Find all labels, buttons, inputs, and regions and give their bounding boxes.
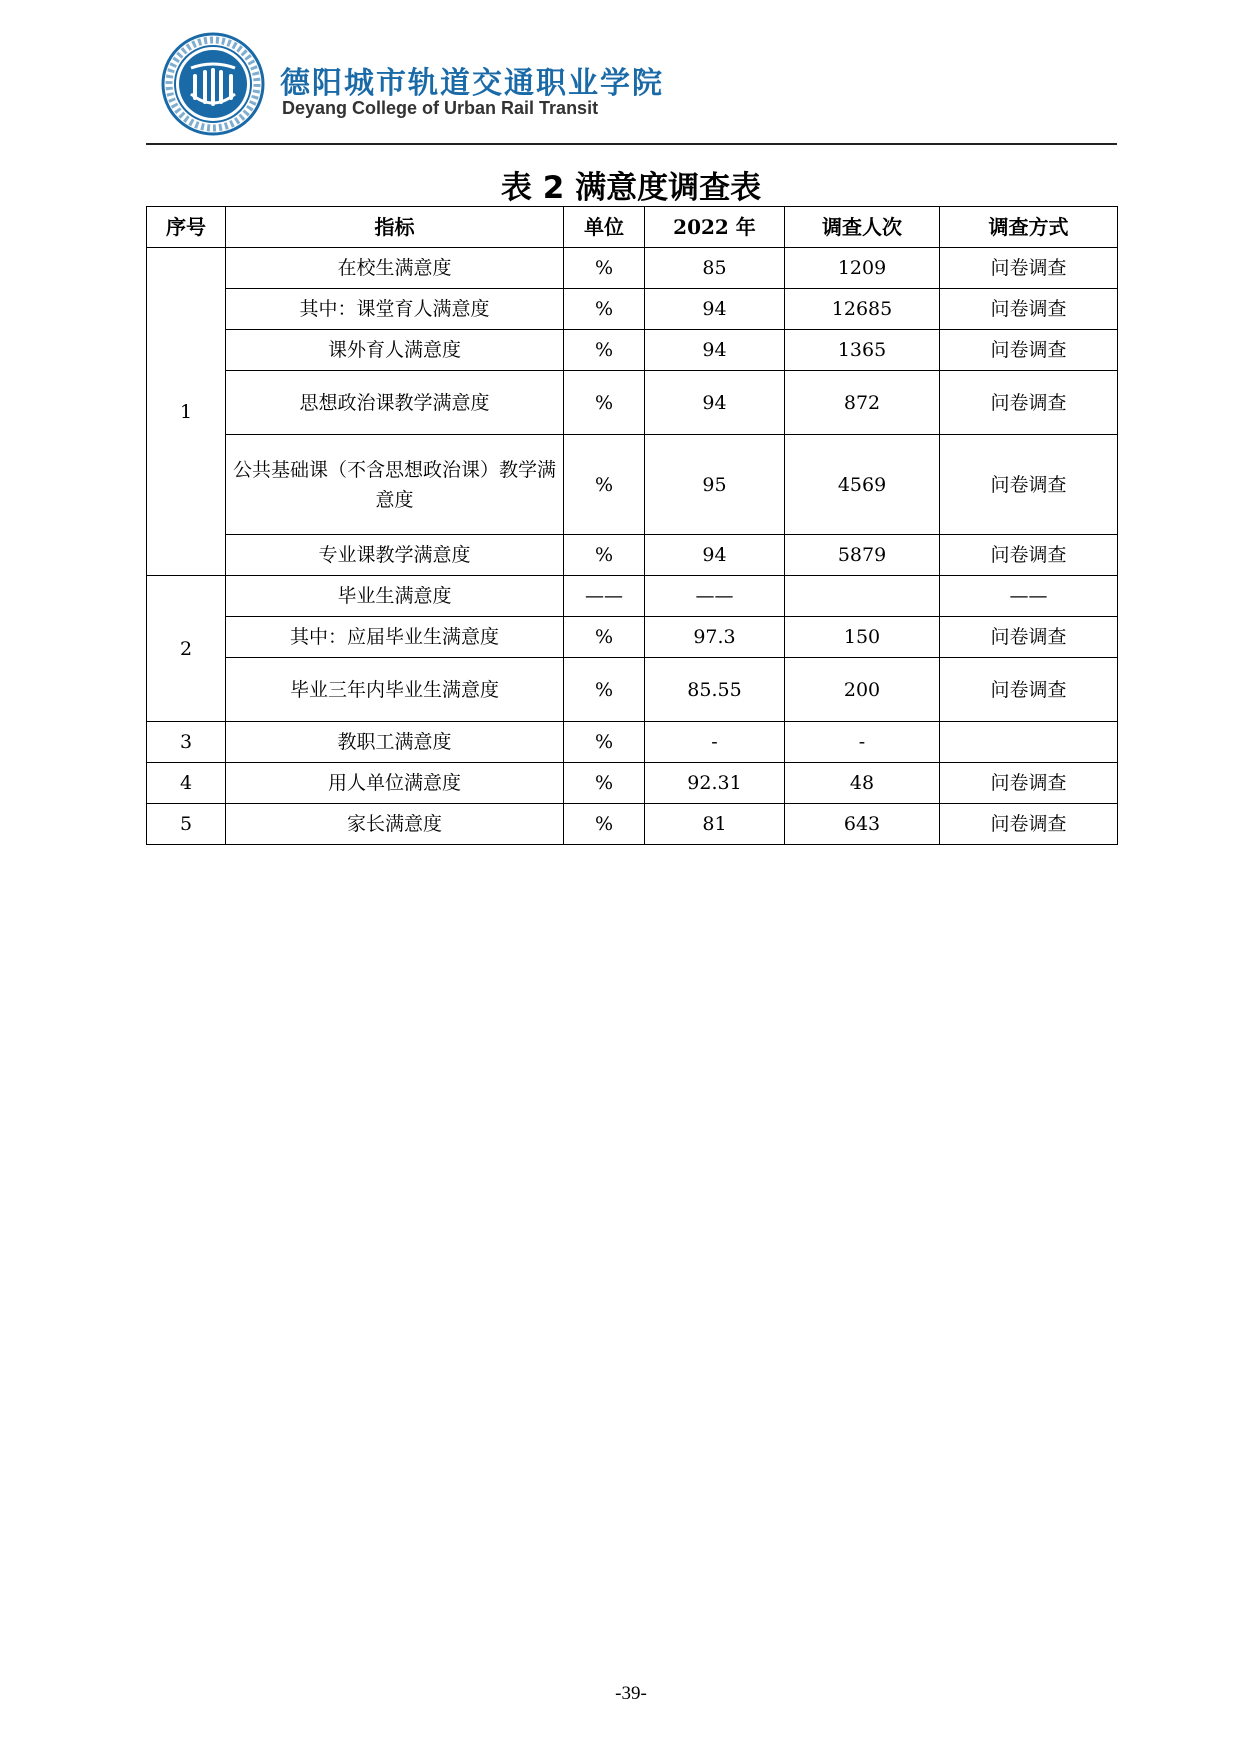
row-indicator: 在校生满意度 <box>226 248 564 289</box>
row-method: 问卷调查 <box>940 435 1118 535</box>
row-unit: % <box>564 722 645 763</box>
row-indicator: 公共基础课（不含思想政治课）教学满意度 <box>226 435 564 535</box>
school-name-en: Deyang College of Urban Rail Transit <box>282 98 599 118</box>
table-row <box>147 330 1118 371</box>
school-seal-icon <box>161 32 265 136</box>
row-seq: 5 <box>147 804 226 845</box>
row-value: 94 <box>645 330 785 371</box>
row-value: 94 <box>645 535 785 576</box>
row-count: - <box>785 722 940 763</box>
row-seq: 2 <box>147 576 226 722</box>
table-row <box>147 576 1118 617</box>
row-unit: % <box>564 248 645 289</box>
header-unit: 单位 <box>564 207 645 248</box>
row-count: 1365 <box>785 330 940 371</box>
row-value: 94 <box>645 289 785 330</box>
row-value: - <box>645 722 785 763</box>
row-count: 1209 <box>785 248 940 289</box>
row-indicator: 毕业三年内毕业生满意度 <box>226 658 564 722</box>
row-indicator: 思想政治课教学满意度 <box>226 371 564 435</box>
row-value: 94 <box>645 371 785 435</box>
row-value: 95 <box>645 435 785 535</box>
row-method: 问卷调查 <box>940 330 1118 371</box>
header-count: 调查人次 <box>785 207 940 248</box>
row-value: 97.3 <box>645 617 785 658</box>
school-name-cn: 德阳城市轨道交通职业学院 <box>280 66 664 101</box>
row-value: —— <box>645 576 785 617</box>
table-row <box>147 435 1118 535</box>
satisfaction-survey-table <box>146 206 1118 845</box>
row-value: 85 <box>645 248 785 289</box>
row-indicator: 毕业生满意度 <box>226 576 564 617</box>
table-row <box>147 535 1118 576</box>
row-unit: % <box>564 435 645 535</box>
row-method: 问卷调查 <box>940 371 1118 435</box>
row-method: 问卷调查 <box>940 804 1118 845</box>
table-row <box>147 371 1118 435</box>
table-row <box>147 763 1118 804</box>
row-unit: % <box>564 617 645 658</box>
header-seq: 序号 <box>147 207 226 248</box>
table-row <box>147 804 1118 845</box>
table-header-row <box>147 207 1118 248</box>
row-method <box>940 722 1118 763</box>
row-unit: % <box>564 371 645 435</box>
row-method: 问卷调查 <box>940 289 1118 330</box>
row-indicator: 家长满意度 <box>226 804 564 845</box>
table-row <box>147 617 1118 658</box>
row-unit: % <box>564 289 645 330</box>
row-unit: % <box>564 535 645 576</box>
row-value: 81 <box>645 804 785 845</box>
row-count <box>785 576 940 617</box>
header-divider <box>146 143 1117 145</box>
row-count: 12685 <box>785 289 940 330</box>
row-indicator: 其中：应届毕业生满意度 <box>226 617 564 658</box>
row-count: 200 <box>785 658 940 722</box>
row-count: 4569 <box>785 435 940 535</box>
row-unit: —— <box>564 576 645 617</box>
row-count: 643 <box>785 804 940 845</box>
row-count: 872 <box>785 371 940 435</box>
row-indicator: 用人单位满意度 <box>226 763 564 804</box>
table-row <box>147 722 1118 763</box>
header-indicator: 指标 <box>226 207 564 248</box>
row-method: —— <box>940 576 1118 617</box>
row-value: 92.31 <box>645 763 785 804</box>
row-count: 150 <box>785 617 940 658</box>
row-indicator: 课外育人满意度 <box>226 330 564 371</box>
row-unit: % <box>564 330 645 371</box>
row-indicator: 教职工满意度 <box>226 722 564 763</box>
row-value: 85.55 <box>645 658 785 722</box>
page-header <box>147 30 1115 144</box>
table-row <box>147 248 1118 289</box>
row-unit: % <box>564 658 645 722</box>
row-seq: 4 <box>147 763 226 804</box>
row-method: 问卷调查 <box>940 763 1118 804</box>
row-count: 5879 <box>785 535 940 576</box>
row-method: 问卷调查 <box>940 617 1118 658</box>
table-row <box>147 289 1118 330</box>
row-count: 48 <box>785 763 940 804</box>
row-seq: 1 <box>147 248 226 576</box>
row-indicator: 专业课教学满意度 <box>226 535 564 576</box>
header-method: 调查方式 <box>940 207 1118 248</box>
row-unit: % <box>564 763 645 804</box>
table-title: 表 2 满意度调查表 <box>500 170 762 206</box>
row-method: 问卷调查 <box>940 658 1118 722</box>
row-unit: % <box>564 804 645 845</box>
row-method: 问卷调查 <box>940 535 1118 576</box>
page-number: -39- <box>615 1683 647 1704</box>
row-seq: 3 <box>147 722 226 763</box>
row-indicator: 其中：课堂育人满意度 <box>226 289 564 330</box>
header-year: 2022 年 <box>645 207 785 248</box>
table-row <box>147 658 1118 722</box>
row-method: 问卷调查 <box>940 248 1118 289</box>
